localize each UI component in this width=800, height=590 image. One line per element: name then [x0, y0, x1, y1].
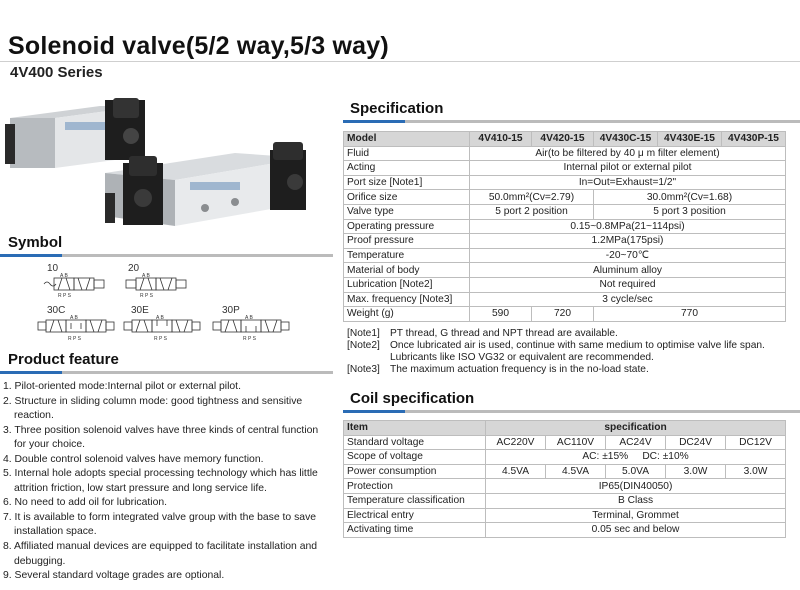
spec-value: 50.0mm²(Cv=2.79)	[470, 190, 594, 205]
symbol-label-30p: 30P	[222, 305, 240, 316]
symbol-label-30e: 30E	[131, 305, 149, 316]
coil-value: 4.5VA	[546, 464, 606, 479]
title-divider	[0, 61, 800, 62]
table-row	[344, 523, 786, 538]
valve-symbol-20-icon	[122, 272, 194, 300]
coil-header-specification: specification	[486, 421, 786, 436]
spec-label: Valve type	[344, 204, 470, 219]
spec-value: 5 port 2 position	[470, 204, 594, 219]
valve-symbol-10-icon	[40, 272, 112, 300]
note-continuation: Lubricants like ISO VG32 or equivalent are recommended.	[390, 352, 654, 363]
coil-label: Scope of voltage	[344, 450, 486, 465]
spec-value: In=Out=Exhaust=1/2"	[470, 175, 786, 190]
coil-label: Standard voltage	[344, 435, 486, 450]
spec-label: Material of body	[344, 263, 470, 278]
table-row	[344, 146, 786, 161]
note-text: Once lubricated air is used, continue with same medium to optimise valve life span.	[390, 340, 765, 351]
coil-value: 3.0W	[726, 464, 786, 479]
spec-value: Internal pilot or external pilot	[470, 161, 786, 176]
spec-value: -20~70℃	[470, 248, 786, 263]
note-text: The maximum actuation frequency is in the no-load state.	[390, 364, 649, 375]
spec-value: Aluminum alloy	[470, 263, 786, 278]
spec-label: Temperature	[344, 248, 470, 263]
spec-label: Acting	[344, 161, 470, 176]
feature-item: 9. Several standard voltage grades are optional.	[3, 570, 225, 582]
coil-label: Temperature classification	[344, 493, 486, 508]
feature-item: 2. Structure in sliding column mode: good tightness and sensitive reaction.	[3, 395, 303, 422]
spec-label: Max. frequency [Note3]	[344, 292, 470, 307]
coil-value: AC220V	[486, 435, 546, 450]
spec-label: Proof pressure	[344, 234, 470, 249]
feature-item: 3. Three position solenoid valves have three kinds of central function for your choice.	[3, 424, 319, 451]
note-item	[347, 328, 800, 340]
spec-value: 0.15~0.8MPa(21~114psi)	[470, 219, 786, 234]
valve-symbol-30c-icon	[36, 313, 118, 343]
valve-symbol-30p-icon	[211, 313, 293, 343]
spec-header-4v410: 4V410-15	[470, 132, 532, 147]
table-row	[344, 161, 786, 176]
feature-item: 8. Affiliated manual devices are equipped to facilitate installation and debugging.	[3, 541, 318, 567]
spec-value: 30.0mm²(Cv=1.68)	[594, 190, 786, 205]
spec-header-model: Model	[344, 132, 470, 147]
valve-symbol-30e-icon	[122, 313, 204, 343]
feature-item: 6. No need to add oil for lubrication.	[3, 497, 168, 509]
symbol-label-20: 20	[128, 263, 140, 274]
spec-label: Lubrication [Note2]	[344, 277, 470, 292]
coil-label: Protection	[344, 479, 486, 494]
section-specification-heading: Specification	[350, 100, 444, 117]
table-row	[344, 450, 786, 465]
svg-text:A B: A B	[60, 273, 68, 279]
svg-text:R P S: R P S	[243, 336, 256, 342]
table-row	[344, 508, 786, 523]
table-row	[344, 219, 786, 234]
coil-label: Electrical entry	[344, 508, 486, 523]
section-specification-rule	[343, 120, 800, 123]
coil-value: Terminal, Grommet	[486, 508, 786, 523]
note-text: PT thread, G thread and NPT thread are available.	[390, 328, 618, 339]
section-product-feature-rule	[0, 371, 333, 374]
coil-value: AC: ±15% DC: ±10%	[486, 450, 786, 465]
coil-value: AC110V	[546, 435, 606, 450]
series-name: 4V400 Series	[10, 64, 103, 81]
coil-value: 0.05 sec and below	[486, 523, 786, 538]
section-symbol-rule	[0, 254, 333, 257]
spec-label: Weight (g)	[344, 307, 470, 322]
coil-value: B Class	[486, 493, 786, 508]
note-item	[347, 364, 800, 376]
section-coil-rule	[343, 410, 800, 413]
svg-text:A B: A B	[245, 315, 253, 321]
table-row	[344, 263, 786, 278]
table-row	[344, 234, 786, 249]
svg-text:A B: A B	[142, 273, 150, 279]
section-symbol-heading: Symbol	[8, 234, 63, 251]
symbol-label-10: 10	[47, 263, 59, 274]
spec-header-4v430e: 4V430E-15	[658, 132, 722, 147]
specification-table	[343, 131, 786, 322]
spec-value: 770	[594, 307, 786, 322]
note-key: [Note3]	[347, 364, 380, 375]
feature-item: 1. Pilot-oriented mode:Internal pilot or external pilot.	[3, 381, 241, 392]
coil-value: DC12V	[726, 435, 786, 450]
table-row	[344, 464, 786, 479]
spec-label: Port size [Note1]	[344, 175, 470, 190]
svg-text:R P S: R P S	[154, 336, 167, 342]
coil-header-item: Item	[344, 421, 486, 436]
spec-header-4v420: 4V420-15	[532, 132, 594, 147]
table-row	[344, 292, 786, 307]
spec-value: 590	[470, 307, 532, 322]
coil-label: Activating time	[344, 523, 486, 538]
table-row	[344, 493, 786, 508]
svg-text:R P S: R P S	[140, 293, 153, 299]
spec-header-4v430p: 4V430P-15	[722, 132, 786, 147]
spec-value: 720	[532, 307, 594, 322]
feature-item: 4. Double control solenoid valves have memory function.	[3, 453, 264, 465]
coil-value: 3.0W	[666, 464, 726, 479]
spec-value: Air(to be filtered by 40 μ m filter element)	[470, 146, 786, 161]
valve-product-image	[5, 98, 330, 230]
valve-photo-back	[5, 98, 145, 168]
spec-header-4v430c: 4V430C-15	[594, 132, 658, 147]
svg-text:R P S: R P S	[58, 293, 71, 299]
note-key: [Note2]	[347, 340, 380, 351]
spec-notes	[347, 328, 800, 376]
table-row	[344, 277, 786, 292]
table-row	[344, 479, 786, 494]
svg-text:A B: A B	[70, 315, 78, 321]
section-coil-heading: Coil specification	[350, 390, 475, 407]
svg-text:R P S: R P S	[68, 336, 81, 342]
coil-value: DC24V	[666, 435, 726, 450]
spec-value: Not required	[470, 277, 786, 292]
table-row	[344, 175, 786, 190]
coil-header-row	[344, 421, 786, 436]
product-feature-list	[2, 380, 332, 584]
page-title: Solenoid valve(5/2 way,5/3 way)	[8, 32, 389, 60]
coil-value: IP65(DIN40050)	[486, 479, 786, 494]
coil-value: 5.0VA	[606, 464, 666, 479]
note-item	[347, 340, 800, 352]
section-product-feature-heading: Product feature	[8, 351, 119, 368]
spec-value: 3 cycle/sec	[470, 292, 786, 307]
feature-item: 5. Internal hole adopts special processing technology which has little attrition friction, low start pressure and long service life.	[3, 468, 318, 494]
coil-specification-table	[343, 420, 786, 538]
feature-item: 7. It is available to form integrated valve group with the base to save installation space.	[3, 511, 317, 538]
table-row	[344, 190, 786, 205]
coil-value: AC24V	[606, 435, 666, 450]
spec-value: 1.2MPa(175psi)	[470, 234, 786, 249]
table-row	[344, 248, 786, 263]
coil-value: 4.5VA	[486, 464, 546, 479]
table-row	[344, 204, 786, 219]
note-key: [Note1]	[347, 328, 380, 339]
coil-label: Power consumption	[344, 464, 486, 479]
svg-text:A B: A B	[156, 315, 164, 321]
spec-value: 5 port 3 position	[594, 204, 786, 219]
spec-label: Operating pressure	[344, 219, 470, 234]
spec-header-row	[344, 132, 786, 147]
spec-label: Fluid	[344, 146, 470, 161]
table-row	[344, 307, 786, 322]
symbol-label-30c: 30C	[47, 305, 66, 316]
spec-label: Orifice size	[344, 190, 470, 205]
table-row	[344, 435, 786, 450]
